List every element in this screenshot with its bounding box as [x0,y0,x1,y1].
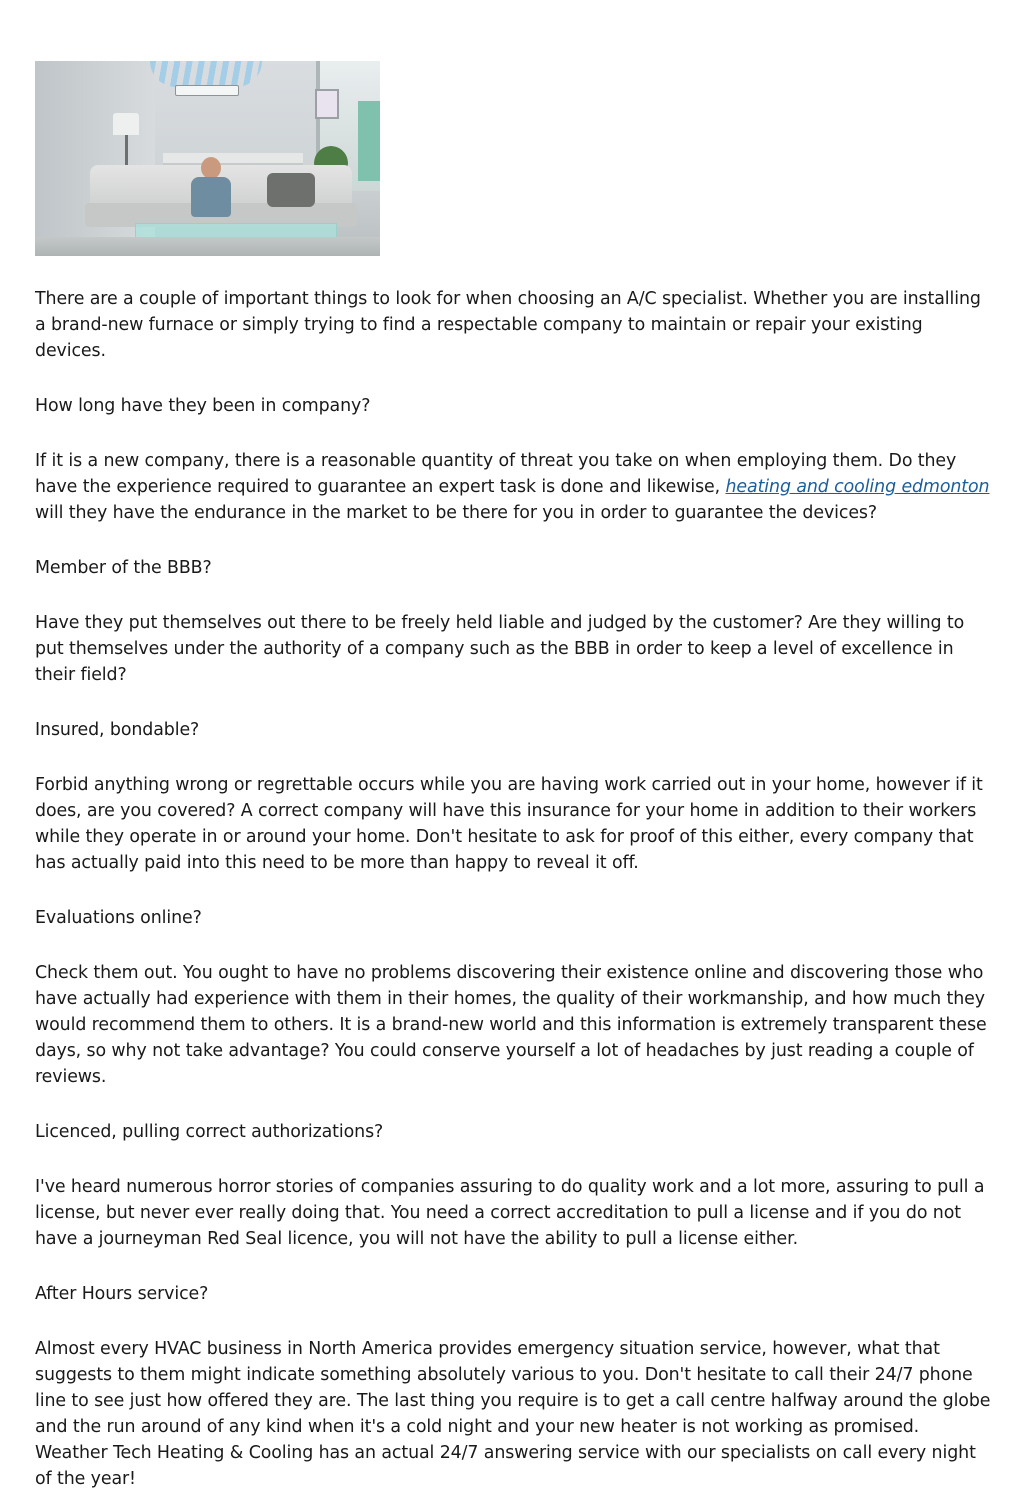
article [35,61,995,1492]
photo-window-greenery [358,101,380,181]
pillow [267,173,315,207]
person-body [191,177,231,217]
company-age-text-after: will they have the endurance in the market to be there for you in order to guarantee the devices? [35,503,878,523]
intro-paragraph: There are a couple of important things to look for when choosing an A/C specialist. Whether you are installing a brand-new furnace or simply trying to find a respectable company to maintain or repair your existing devices. [35,289,981,361]
evaluations-paragraph: Check them out. You ought to have no problems discovering their existence online and discovering those who have actually had experience with them in their homes, the quality of their workmanship, and how much they would recommend them to others. It is a brand-new world and this information is extremely transparent these days, so why not take advantage? You could conserve yourself a lot of headaches by just reading a couple of reviews. [35,963,987,1087]
section-heading-evaluations: Evaluations online? [35,908,202,928]
bbb-paragraph: Have they put themselves out there to be freely held liable and judged by the customer? Are they willing to put themselves under the authority of a company such as the BBB in order to keep a level of excellence in their field? [35,613,965,685]
company-age-paragraph [35,448,995,526]
living-room-air-conditioner-photo [35,61,380,256]
licenced-paragraph: I've heard numerous horror stories of companies assuring to do quality work and a lot more, assuring to pull a license, but never ever really doing that. You need a correct accreditation to pull a license and if you do not have a journeyman Red Seal licence, you will not have the ability to pull a license either. [35,1177,985,1249]
heating-cooling-edmonton-link[interactable]: heating and cooling edmonton [725,477,990,497]
floor-lamp-icon [113,113,139,135]
wall-shelf [163,153,303,165]
insured-paragraph: Forbid anything wrong or regrettable occurs while you are having work carried out in your home, however if it does, are you covered? A correct company will have this insurance for your home in addition to their workers while they operate in or around your home. Don't hesitate to ask for proof of this either, every company that has actually paid into this need to be more than happy to reveal it off. [35,775,983,873]
person-head [201,157,221,179]
after-hours-paragraph: Almost every HVAC business in North America provides emergency situation service, however, what that suggests to them might indicate something absolutely various to you. Don't hesitate to call their 24/7 phone line to see just how offered they are. The last thing you require is to get a call centre halfway around the globe and the run around of any kind when it's a cold night and your new heater is not working as promised. Weather Tech Heating & Cooling has an actual 24/7 answering service with our specialists on call every night of the year! [35,1339,991,1489]
section-heading-company-age: How long have they been in company? [35,396,371,416]
cool-air-icon [150,61,262,87]
section-heading-insured: Insured, bondable? [35,720,200,740]
photo-floor [35,237,380,256]
section-heading-bbb: Member of the BBB? [35,558,212,578]
company-age-text-before: If it is a new company, there is a reasonable quantity of threat you take on when employing them. Do they have the experience required to guarantee an expert task is done and likewise, [35,451,957,497]
air-conditioner-icon [175,85,239,96]
section-heading-licenced: Licenced, pulling correct authorizations? [35,1122,384,1142]
section-heading-after-hours: After Hours service? [35,1284,209,1304]
wall-picture [315,89,339,119]
